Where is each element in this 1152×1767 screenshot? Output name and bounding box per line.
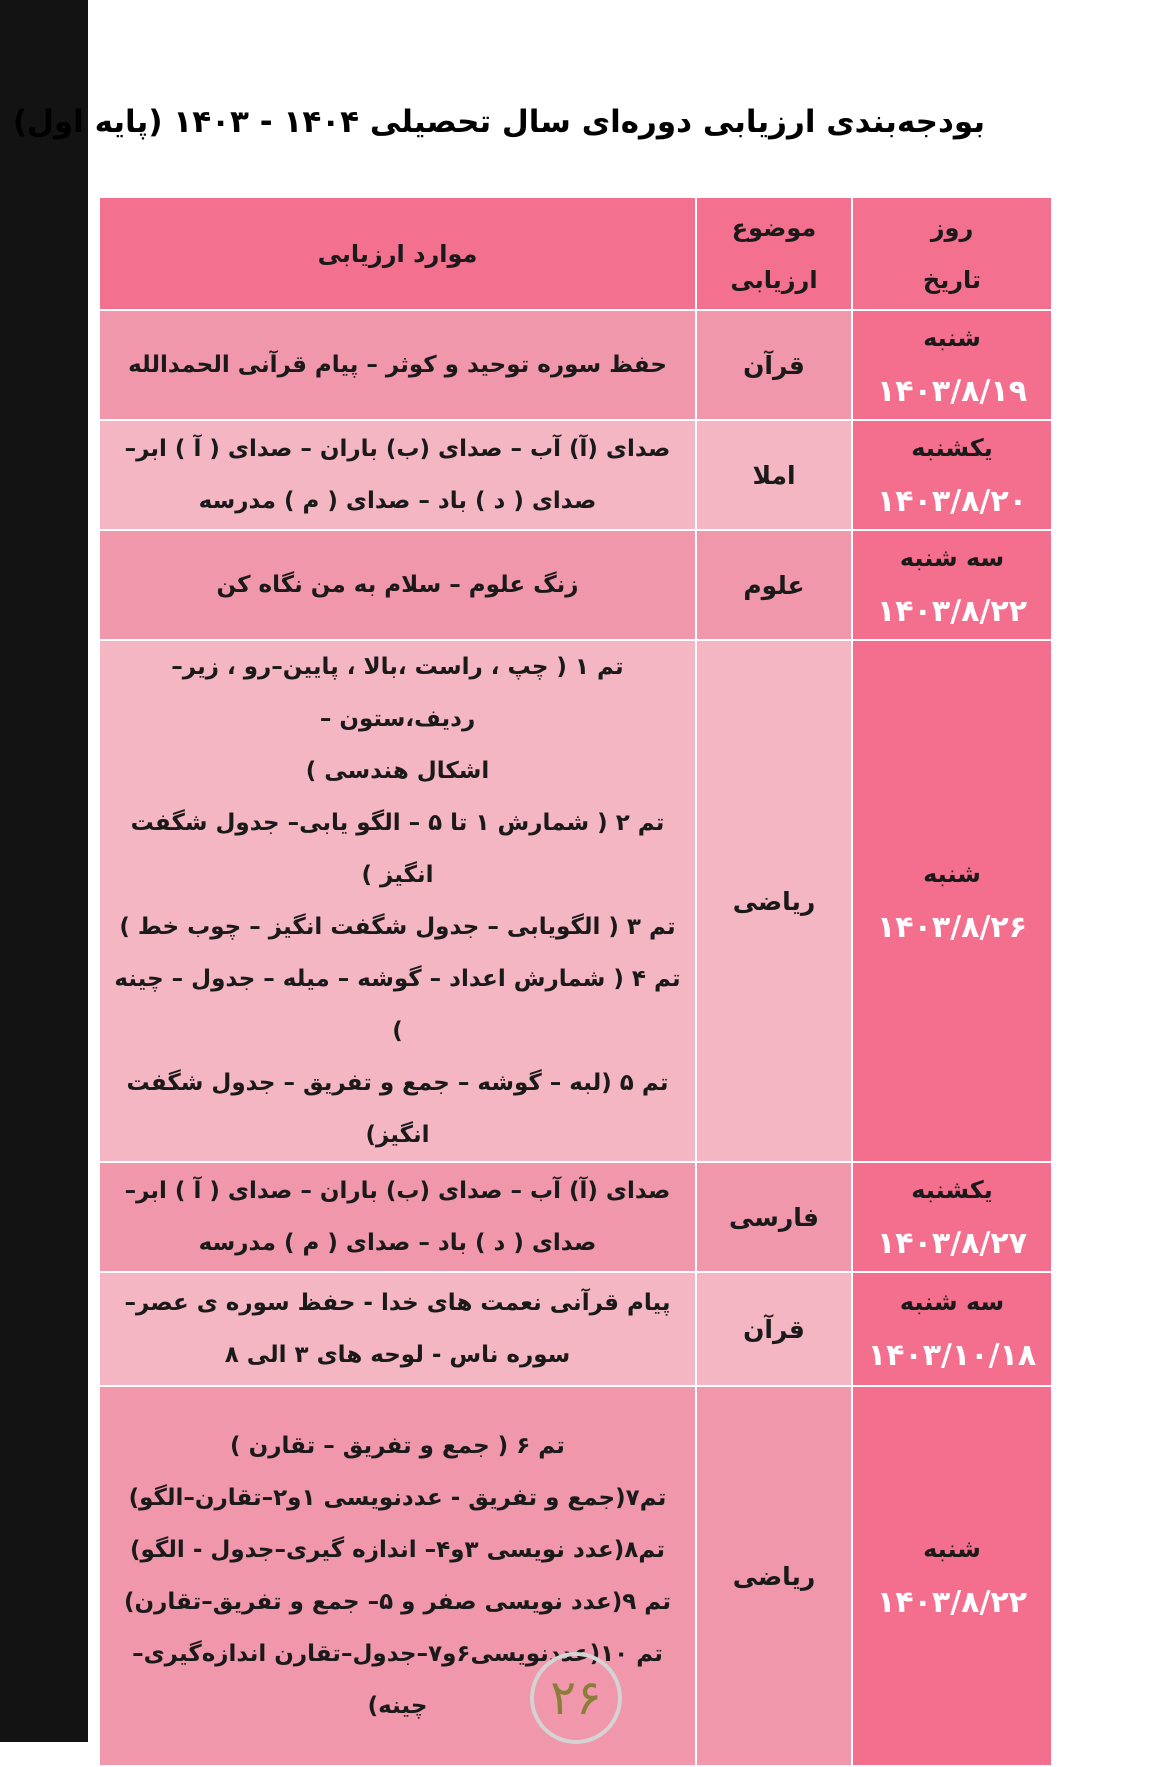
- items-cell: [99, 1162, 696, 1272]
- table-row: [99, 1272, 1052, 1386]
- item-line: تم۷(جمع و تفریق - عددنویسی ۱و۲–تقارن–الگو): [128, 1485, 667, 1511]
- item-line: سوره ناس - لوحه های ۳ الی ۸: [224, 1342, 571, 1368]
- item-line: تم ۴ ( شمارش اعداد – گوشه – میله – جدول – چینه ): [114, 966, 681, 1044]
- subject-cell: ریاضی: [696, 1386, 852, 1766]
- date-label: ۱۴۰۳/۱۰/۱۸: [867, 1338, 1037, 1373]
- item-line: تم ۱۰(عددنویسی۶و۷–جدول–تقارن اندازه‌گیری– چینه): [132, 1641, 663, 1719]
- item-line: تم ۲ ( شمارش ۱ تا ۵ – الگو یابی– جدول شگفت انگیز ): [130, 810, 665, 888]
- header-day: روز: [930, 213, 974, 242]
- items-cell: [99, 640, 696, 1162]
- item-line: تم۸(عدد نویسی ۳و۴– اندازه گیری–جدول - الگو): [129, 1537, 665, 1563]
- subject-cell: املا: [696, 420, 852, 530]
- day-label: شنبه: [923, 860, 981, 888]
- header-date-cell: [852, 197, 1052, 310]
- subject-cell: قرآن: [696, 1272, 852, 1386]
- table-row: [99, 1162, 1052, 1272]
- subject-cell: ریاضی: [696, 640, 852, 1162]
- item-line: صدای ( د ) باد – صدای ( م ) مدرسه: [198, 488, 597, 514]
- item-line: زنگ علوم – سلام به من نگاه کن: [216, 572, 579, 598]
- item-line: صدای (آ) آب – صدای (ب) باران – صدای ( آ ) ابر–: [124, 1178, 671, 1204]
- date-cell: [852, 420, 1052, 530]
- item-line: اشکال هندسی ): [305, 758, 490, 784]
- date-cell: [852, 1272, 1052, 1386]
- date-cell: [852, 640, 1052, 1162]
- subject-cell: قرآن: [696, 310, 852, 420]
- date-label: ۱۴۰۳/۸/۱۹: [876, 374, 1028, 409]
- left-black-margin: [0, 0, 88, 1742]
- date-cell: [852, 530, 1052, 640]
- day-label: یکشنبه: [911, 434, 993, 462]
- day-label: شنبه: [923, 1535, 981, 1563]
- item-line: حفظ سوره توحید و کوثر – پیام قرآنی الحمدالله: [128, 352, 667, 378]
- day-label: یکشنبه: [911, 1176, 993, 1204]
- date-label: ۱۴۰۳/۸/۲۶: [876, 910, 1028, 945]
- item-line: تم ۶ ( جمع و تفریق – تقارن ): [230, 1433, 565, 1459]
- item-line: تم ۵ (لبه – گوشه – جمع و تفریق – جدول شگفت انگیز): [126, 1070, 669, 1148]
- items-cell: [99, 530, 696, 640]
- subject-cell: فارسی: [696, 1162, 852, 1272]
- header-subject-line1: موضوع: [731, 213, 817, 242]
- date-label: ۱۴۰۳/۸/۲۰: [876, 484, 1028, 519]
- item-line: صدای (آ) آب – صدای (ب) باران – صدای ( آ ) ابر–: [124, 436, 671, 462]
- day-label: سه شنبه: [899, 1288, 1005, 1316]
- table-row: [99, 640, 1052, 1162]
- date-cell: [852, 1162, 1052, 1272]
- day-label: شنبه: [923, 324, 981, 352]
- table-row: [99, 530, 1052, 640]
- table-header-row: [99, 197, 1052, 310]
- assessment-budget-table: [98, 196, 1053, 1767]
- date-label: ۱۴۰۳/۸/۲۲: [876, 594, 1028, 629]
- date-label: ۱۴۰۳/۸/۲۲: [876, 1585, 1028, 1620]
- header-items: موارد ارزیابی: [317, 239, 478, 268]
- header-date: تاریخ: [922, 265, 982, 294]
- item-line: تم ۹(عدد نویسی صفر و ۵– جمع و تفریق–تقارن): [124, 1589, 671, 1615]
- table-row: [99, 420, 1052, 530]
- table-row: [99, 310, 1052, 420]
- date-cell: [852, 310, 1052, 420]
- item-line: پیام قرآنی نعمت های خدا - حفظ سوره ی عصر–: [124, 1290, 671, 1316]
- items-cell: [99, 1272, 696, 1386]
- item-line: تم ۳ ( الگویابی – جدول شگفت انگیز – چوب خط ): [119, 914, 676, 940]
- date-label: ۱۴۰۳/۸/۲۷: [876, 1226, 1028, 1261]
- page-title: بودجه‌بندی ارزیابی دوره‌ای سال تحصیلی ۱۴۰۴ - ۱۴۰۳ (پایه اول): [12, 104, 985, 140]
- items-cell: [99, 310, 696, 420]
- header-subject-line2: ارزیابی: [730, 265, 818, 294]
- page-number: ۲۶: [530, 1652, 622, 1744]
- item-line: صدای ( د ) باد – صدای ( م ) مدرسه: [198, 1230, 597, 1256]
- subject-cell: علوم: [696, 530, 852, 640]
- header-items-cell: [99, 197, 696, 310]
- items-cell: [99, 420, 696, 530]
- header-subject-cell: [696, 197, 852, 310]
- day-label: سه شنبه: [899, 544, 1005, 572]
- item-line: تم ۱ ( چپ ، راست ،بالا ، پایین–رو ، زیر–ردیف،ستون –: [171, 654, 624, 732]
- date-cell: [852, 1386, 1052, 1766]
